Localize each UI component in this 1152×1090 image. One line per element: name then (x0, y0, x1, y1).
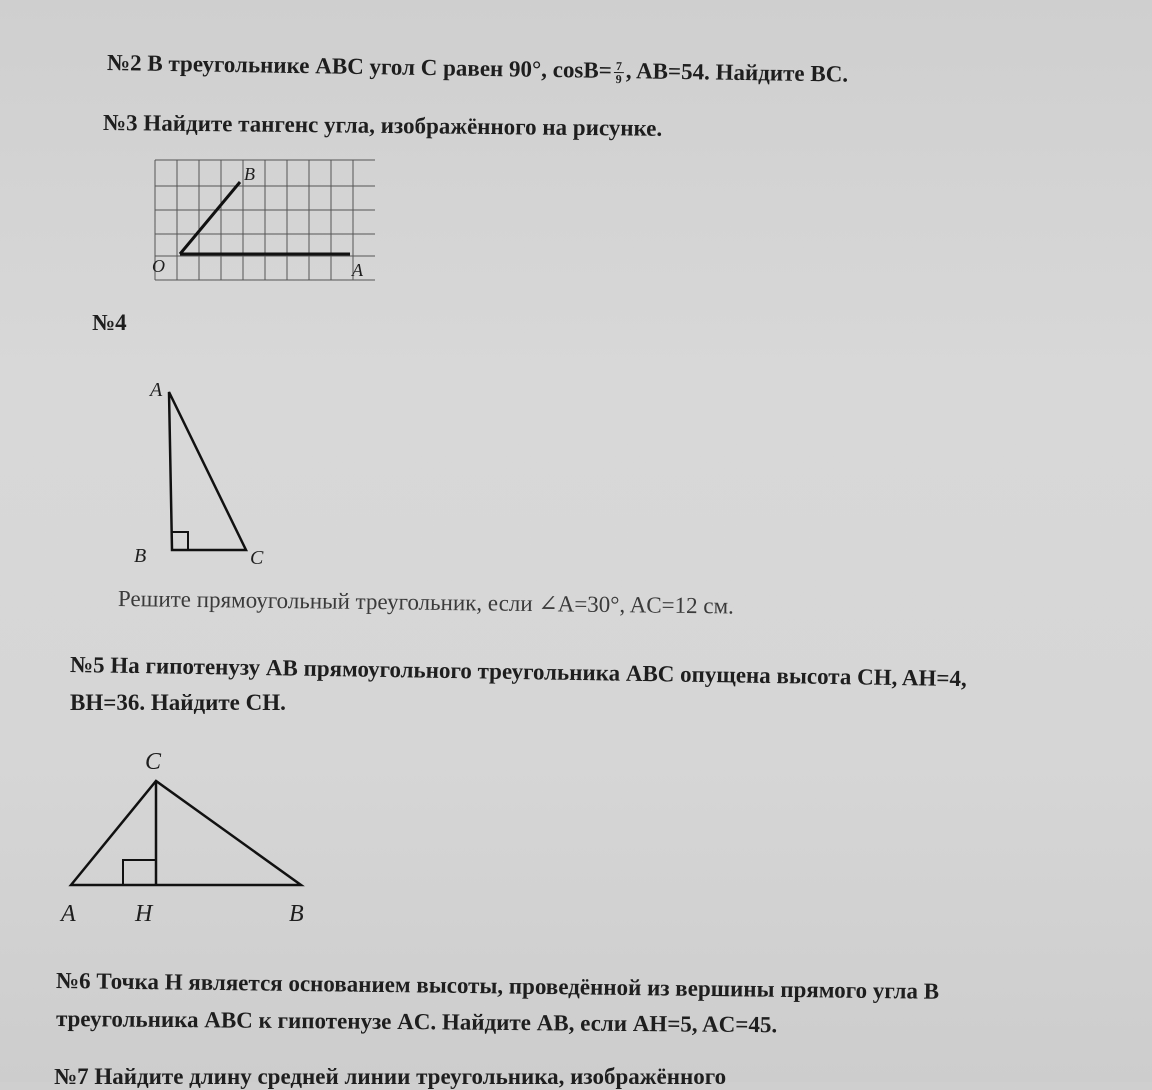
problem-2-text-after: AB=54. Найдите BC. (635, 58, 849, 87)
triangle-4 (169, 392, 246, 550)
problem-6-text-1: Точка H является основанием высоты, проведённой из вершины прямого угла B (96, 968, 940, 1004)
problem-5-text-1: На гипотенузу AB прямоугольного треугольника ABC опущена высота CH, AH=4, (110, 652, 967, 692)
problem-3 (103, 110, 662, 142)
triangle-abc-figure-5 (55, 745, 335, 935)
fraction-denominator: 9 (615, 72, 622, 87)
grid-lines (155, 160, 375, 280)
problem-4-number: №4 (92, 310, 127, 335)
label-h: H (135, 901, 153, 927)
problem-2-text-before: В треугольнике ABC угол C равен 90°, cosB= (147, 50, 613, 83)
triangle-5 (71, 781, 301, 885)
label-b: B (244, 164, 255, 184)
ray-ob (180, 182, 240, 254)
right-angle-mark-h (123, 860, 156, 885)
problem-3-number: №3 (102, 110, 138, 136)
label-o: O (152, 256, 165, 276)
label-c: C (250, 547, 264, 569)
label-a: A (61, 901, 76, 927)
problem-3-text: Найдите тангенс угла, изображённого на рисунке. (143, 110, 663, 141)
problem-5-number: №5 (69, 652, 105, 678)
problem-2-number: №2 (106, 50, 142, 76)
label-b: B (289, 901, 304, 927)
problem-6-line-1 (56, 968, 939, 1005)
problem-7-partial: №7 Найдите длину средней линии треугольника, изображённого (54, 1064, 727, 1089)
label-a: A (150, 379, 163, 401)
fraction-numerator: 7 (615, 59, 623, 74)
problem-5-line-2: BH=36. Найдите CH. (70, 690, 286, 715)
label-b: B (134, 545, 147, 567)
label-a: A (352, 260, 363, 280)
triangle-abc-figure-4 (128, 372, 288, 572)
problem-6-number: №6 (55, 968, 91, 994)
cos-fraction (614, 60, 624, 85)
label-c: C (145, 749, 162, 775)
right-angle-mark-b (172, 532, 188, 550)
problem-2 (107, 50, 848, 89)
problem-6-line-2: треугольника ABC к гипотенузе AC. Найдите AB, если AH=5, AC=45. (55, 1006, 778, 1038)
grid-figure (140, 152, 390, 292)
problem-5-line-1 (70, 652, 967, 692)
fraction-comma: , (625, 58, 632, 84)
problem-4-text: Решите прямоугольный треугольник, если ∠A=30°, AC=12 см. (117, 586, 735, 619)
